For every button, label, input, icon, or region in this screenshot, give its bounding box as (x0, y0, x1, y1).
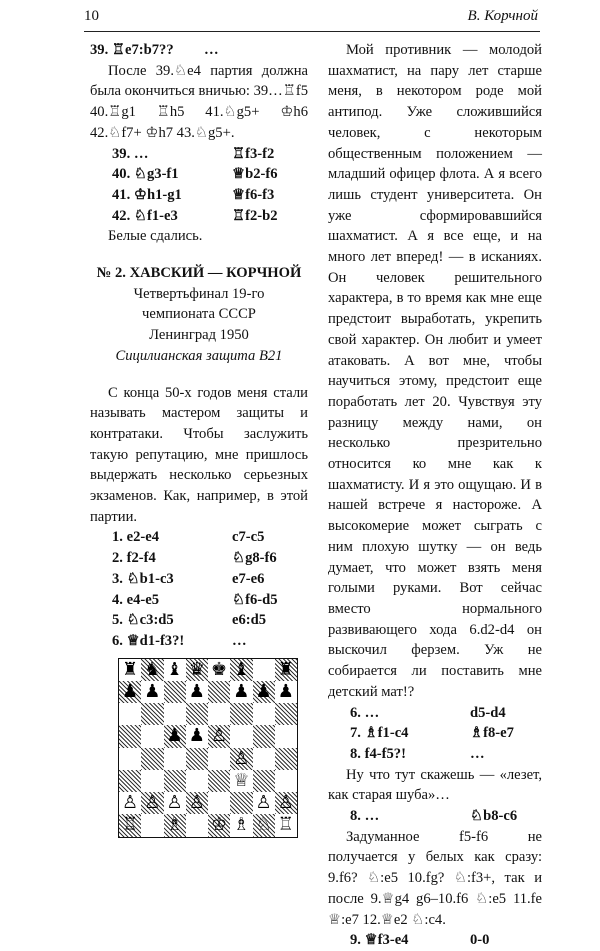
board-square (164, 770, 186, 792)
event-line-3: Ленинград 1950 (149, 327, 249, 344)
white-piece-h1: ♖ (277, 814, 294, 836)
move-black: 0-0 (470, 932, 490, 949)
move-black: ♘b8-c6 (470, 808, 518, 825)
move-list-a (90, 144, 308, 227)
move-white: 6. … (350, 704, 380, 721)
white-piece-b2: ♙ (144, 792, 161, 814)
move-row (328, 723, 542, 744)
board-square (230, 792, 252, 814)
black-piece-b8: ♞ (144, 658, 161, 680)
board-square (275, 725, 297, 747)
annotation-39: После 39.♘e4 партия должна была окончиться вничью: 39…♖f5 40.♖g1 ♖h5 41.♘g5+ ♔h6 42.♘f7+ ♔h7 43.♘g5+. (90, 62, 308, 141)
board-square (186, 748, 208, 770)
move-row (90, 144, 308, 165)
move-white: 41. ♔h1-g1 (112, 186, 182, 203)
board-square (275, 703, 297, 725)
board-square (208, 703, 230, 725)
move-white: 42. ♘f1-e3 (112, 207, 178, 224)
header-rule (84, 31, 540, 32)
board-square (230, 703, 252, 725)
board-square (141, 703, 163, 725)
white-piece-a2: ♙ (122, 792, 139, 814)
board-square (253, 748, 275, 770)
result-text: Белые сдались. (108, 228, 203, 245)
white-piece-a1: ♖ (122, 814, 139, 836)
move-white: 4. e4-e5 (112, 591, 160, 608)
move-black: c7-c5 (232, 529, 265, 546)
black-piece-b7: ♟ (144, 680, 161, 702)
board-square (186, 814, 208, 836)
black-piece-c8: ♝ (166, 658, 183, 680)
move-black: ♖f2-b2 (232, 207, 278, 224)
move-white: 3. ♘b1-c3 (112, 570, 174, 587)
black-piece-c5: ♟ (166, 725, 183, 747)
move-black: ♕f6-f3 (232, 186, 275, 203)
move-row (328, 744, 542, 765)
annotation-8b: Задуманное f5-f6 не получается у белых как сразу: 9.f6? ♘:e5 10.fg? ♘:f3+, так и после 9.♕g4 g6–10.f6 ♘:e5 11.fe ♕:e7 12.♕e2 ♘:c4. (328, 828, 542, 928)
move-black: ♘g8-f6 (232, 550, 277, 567)
right-column (328, 40, 542, 951)
board-square (208, 748, 230, 770)
board-square (164, 703, 186, 725)
board-square (208, 681, 230, 703)
move-row (90, 164, 308, 185)
commentary-paragraph: Мой противник — молодой шахматист, на пару лет старше меня, в некотором роде мой антипод. Уже сложившийся человек, с некоторым общественным положением — младший офицер флота. А я всего лишь студент университета. Он уже сформировавшийся шахматист. А я все еще, и на много лет вперед! — в исканиях. Он человек решительного характера, в то время как мне еще предстоит выработать, укрепить свой характер. Он любит и умеет атаковать. А вот мне, чтобы научиться этому, предстоит еще поработать лет 20. Чувствуя эту разницу между нами, он несколько презрительно относится ко мне как к шахматисту. И я это ощущаю. И в нашей встрече я настороже. А высокомерие может сыграть с ним плохую шутку — он ведь думает, что может взять меня голыми руками. Вот сейчас вместо нормального развивающего хода 6.d2-d4 он выскочил ферзем. Уж не собирается ли поставить мне детский мат!? (328, 42, 542, 700)
black-piece-a7: ♟ (122, 680, 139, 702)
move-row (90, 610, 308, 631)
white-piece-e1: ♔ (211, 814, 228, 836)
move-white: 39. ♖e7:b7?? (90, 42, 174, 58)
left-column (90, 40, 308, 838)
board-square (186, 770, 208, 792)
black-piece-f8: ♝ (233, 658, 250, 680)
white-piece-e5: ♙ (211, 725, 228, 747)
board-square (119, 725, 141, 747)
move-black: ♕b2-f6 (232, 166, 278, 183)
move-white: 1. e2-e4 (112, 529, 160, 546)
white-piece-h2: ♙ (277, 792, 294, 814)
move-row (328, 703, 542, 724)
board-square (141, 725, 163, 747)
page-number: 10 (84, 8, 99, 24)
board-square (119, 770, 141, 792)
move-list-b (90, 527, 308, 651)
board-square (253, 703, 275, 725)
black-piece-f7: ♟ (233, 680, 250, 702)
move-row (90, 206, 308, 227)
move-black: e6:d5 (232, 612, 267, 629)
black-piece-h8: ♜ (277, 658, 294, 680)
board-square (119, 703, 141, 725)
board-square (253, 770, 275, 792)
move-white: 6. ♕d1-f3?! (112, 632, 185, 649)
move-8-black (328, 806, 542, 827)
black-piece-d8: ♛ (188, 658, 205, 680)
board-square (186, 703, 208, 725)
black-piece-a8: ♜ (122, 658, 139, 680)
white-piece-f1: ♗ (233, 814, 250, 836)
black-piece-d5: ♟ (188, 725, 205, 747)
move-white: 8. … (350, 808, 380, 825)
move-white: 2. f2-f4 (112, 550, 156, 567)
board-square (253, 725, 275, 747)
move-list-c (328, 703, 542, 765)
move-black: … (232, 632, 247, 649)
move-39 (90, 40, 308, 61)
black-piece-d7: ♟ (188, 680, 205, 702)
event-line-1: Четвертьфинал 19-го (133, 285, 265, 302)
board-square (119, 748, 141, 770)
white-piece-c1: ♗ (166, 814, 183, 836)
move-black: e7-e6 (232, 570, 265, 587)
board-square (164, 681, 186, 703)
board-square (141, 814, 163, 836)
white-piece-g2: ♙ (255, 792, 272, 814)
game-title: № 2. ХАВСКИЙ — КОРЧНОЙ (96, 265, 302, 282)
board-square (141, 770, 163, 792)
white-piece-f4: ♙ (233, 747, 250, 769)
running-head: В. Корчной (467, 8, 538, 24)
move-row (90, 569, 308, 590)
intro-paragraph: С конца 50-х годов меня стали называть мастером защиты и контратаки. Чтобы заслужить такую репутацию, мне пришлось выдержать несколько серьезных экзаменов. Как, например, в этой партии. (90, 384, 308, 525)
chess-diagram (118, 658, 298, 838)
move-black: ♖f3-f2 (232, 145, 275, 162)
move-white: 8. f4-f5?! (350, 745, 406, 762)
white-piece-d2: ♙ (188, 792, 205, 814)
move-black: d5-d4 (470, 704, 506, 721)
board-square (208, 792, 230, 814)
board-square (208, 770, 230, 792)
board-square (275, 770, 297, 792)
white-piece-c2: ♙ (166, 792, 183, 814)
move-white: 7. ♗f1-c4 (350, 725, 409, 742)
move-white: 9. ♕f3-e4 (350, 932, 409, 949)
move-black: … (204, 42, 219, 58)
move-9 (328, 930, 542, 951)
board-square (275, 748, 297, 770)
board-square (141, 748, 163, 770)
opening-name: Сицилианская защита B21 (115, 347, 283, 364)
board-square (164, 748, 186, 770)
move-black: ♗f8-e7 (470, 725, 514, 742)
move-white: 40. ♘g3-f1 (112, 166, 179, 183)
white-piece-g1: ♘ (255, 814, 272, 836)
move-white: 39. … (112, 145, 149, 162)
black-piece-h7: ♟ (277, 680, 294, 702)
annotation-8: Ну что тут скажешь — «лезет, как старая шуба»… (328, 766, 542, 804)
move-row (90, 590, 308, 611)
move-white: 5. ♘c3:d5 (112, 612, 174, 629)
move-row (90, 631, 308, 652)
move-black: ♘f6-d5 (232, 591, 278, 608)
move-row (90, 527, 308, 548)
board-square (253, 659, 275, 681)
board-square (230, 725, 252, 747)
black-piece-e8: ♚ (211, 658, 228, 680)
black-piece-g7: ♟ (255, 680, 272, 702)
move-row (90, 185, 308, 206)
white-piece-f3: ♕ (233, 769, 250, 791)
event-line-2: чемпионата СССР (142, 306, 256, 323)
move-black: … (470, 745, 485, 762)
page-header (0, 0, 600, 34)
move-row (90, 548, 308, 569)
